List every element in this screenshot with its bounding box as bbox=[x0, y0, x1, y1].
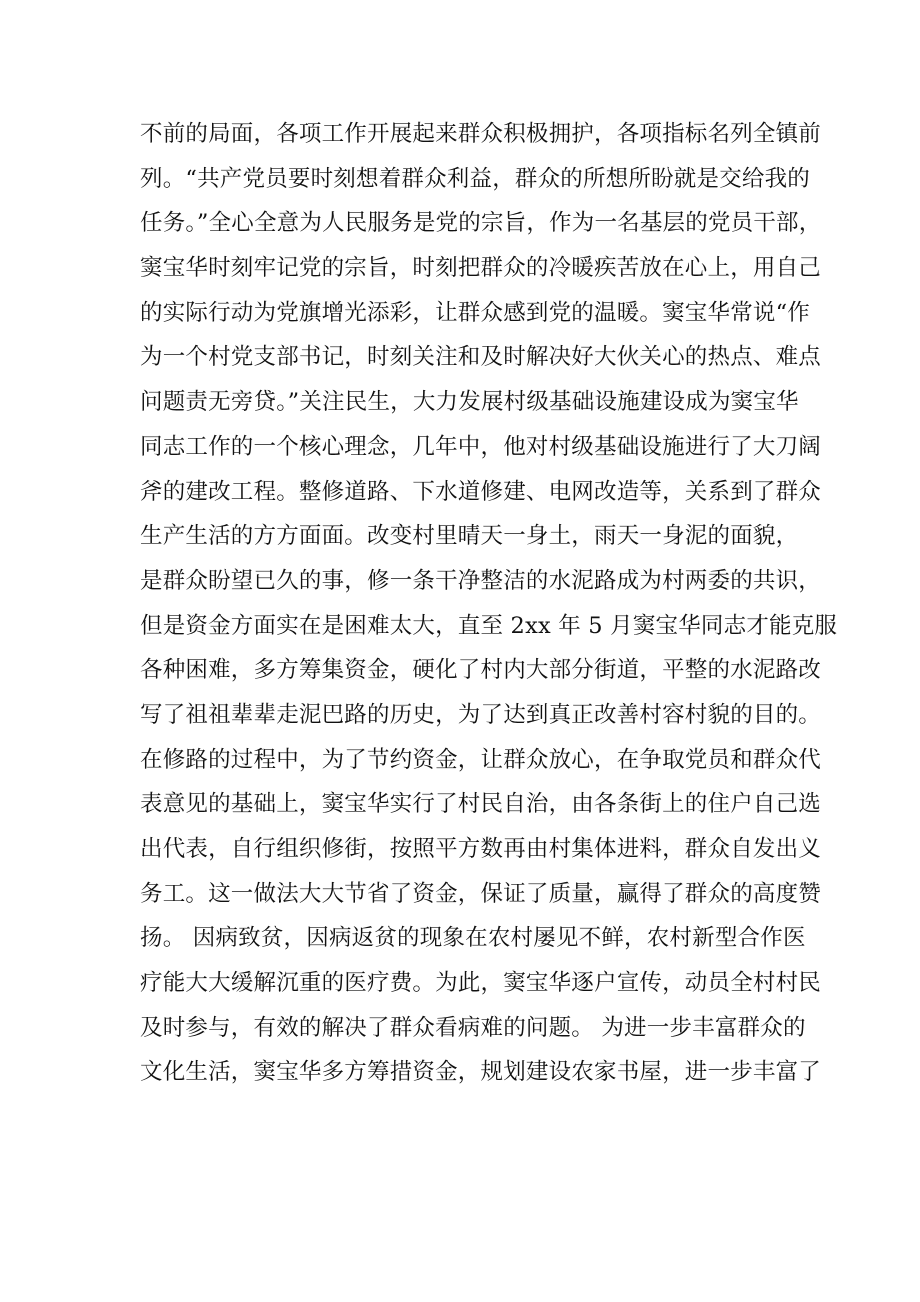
text-line: 窦宝华时刻牢记党的宗旨，时刻把群众的冷暖疾苦放在心上，用自己 bbox=[140, 255, 822, 282]
text-line: 各种困难，多方筹集资金，硬化了村内大部分街道，平整的水泥路改 bbox=[140, 657, 822, 684]
text-line: 任务。”全心全意为人民服务是党的宗旨，作为一名基层的党员干部， bbox=[140, 210, 822, 237]
text-line: 列。“共产党员要时刻想着群众利益，群众的所想所盼就是交给我的 bbox=[140, 165, 811, 192]
text-line: 表意见的基础上，窦宝华实行了村民自治，由各条街上的住户自己选 bbox=[140, 791, 822, 818]
text-line: 斧的建改工程。整修道路、下水道修建、电网改造等，关系到了群众 bbox=[140, 478, 822, 505]
text-line: 务工。这一做法大大节省了资金，保证了质量，赢得了群众的高度赞 bbox=[140, 880, 822, 907]
text-line: 生产生活的方方面面。改变村里晴天一身土，雨天一身泥的面貌， bbox=[140, 523, 799, 550]
text-line: 不前的局面，各项工作开展起来群众积极拥护，各项指标名列全镇前 bbox=[140, 121, 822, 147]
text-line: 为一个村党支部书记，时刻关注和及时解决好大伙关心的热点、难点 bbox=[140, 344, 822, 371]
text-line: 及时参与，有效的解决了群众看病难的问题。 为进一步丰富群众的 bbox=[140, 1014, 806, 1041]
text-line: 的实际行动为党旗增光添彩，让群众感到党的温暖。窦宝华常说“作 bbox=[140, 299, 811, 326]
text-line: 是群众盼望已久的事，修一条干净整洁的水泥路成为村两委的共识， bbox=[140, 567, 822, 594]
text-line: 扬。 因病致贫，因病返贫的现象在农村屡见不鲜，农村新型合作医 bbox=[140, 925, 806, 952]
text-line: 但是资金方面实在是困难太大，直至 2xx 年 5 月窦宝华同志才能克服 bbox=[140, 612, 838, 639]
text-line: 问题责无旁贷。”关注民生，大力发展村级基础设施建设成为窦宝华 bbox=[140, 389, 799, 416]
text-line: 写了祖祖辈辈走泥巴路的历史，为了达到真正改善村容村貌的目的。 bbox=[140, 701, 822, 728]
body-text bbox=[140, 112, 838, 1095]
text-line: 同志工作的一个核心理念，几年中，他对村级基础设施进行了大刀阔 bbox=[140, 433, 822, 460]
text-line: 在修路的过程中，为了节约资金，让群众放心，在争取党员和群众代 bbox=[140, 746, 822, 773]
text-line: 疗能大大缓解沉重的医疗费。为此，窦宝华逐户宣传，动员全村村民 bbox=[140, 970, 822, 997]
text-line: 出代表，自行组织修街，按照平方数再由村集体进料，群众自发出义 bbox=[140, 836, 822, 862]
text-line: 文化生活，窦宝华多方筹措资金，规划建设农家书屋，进一步丰富了 bbox=[140, 1059, 822, 1086]
